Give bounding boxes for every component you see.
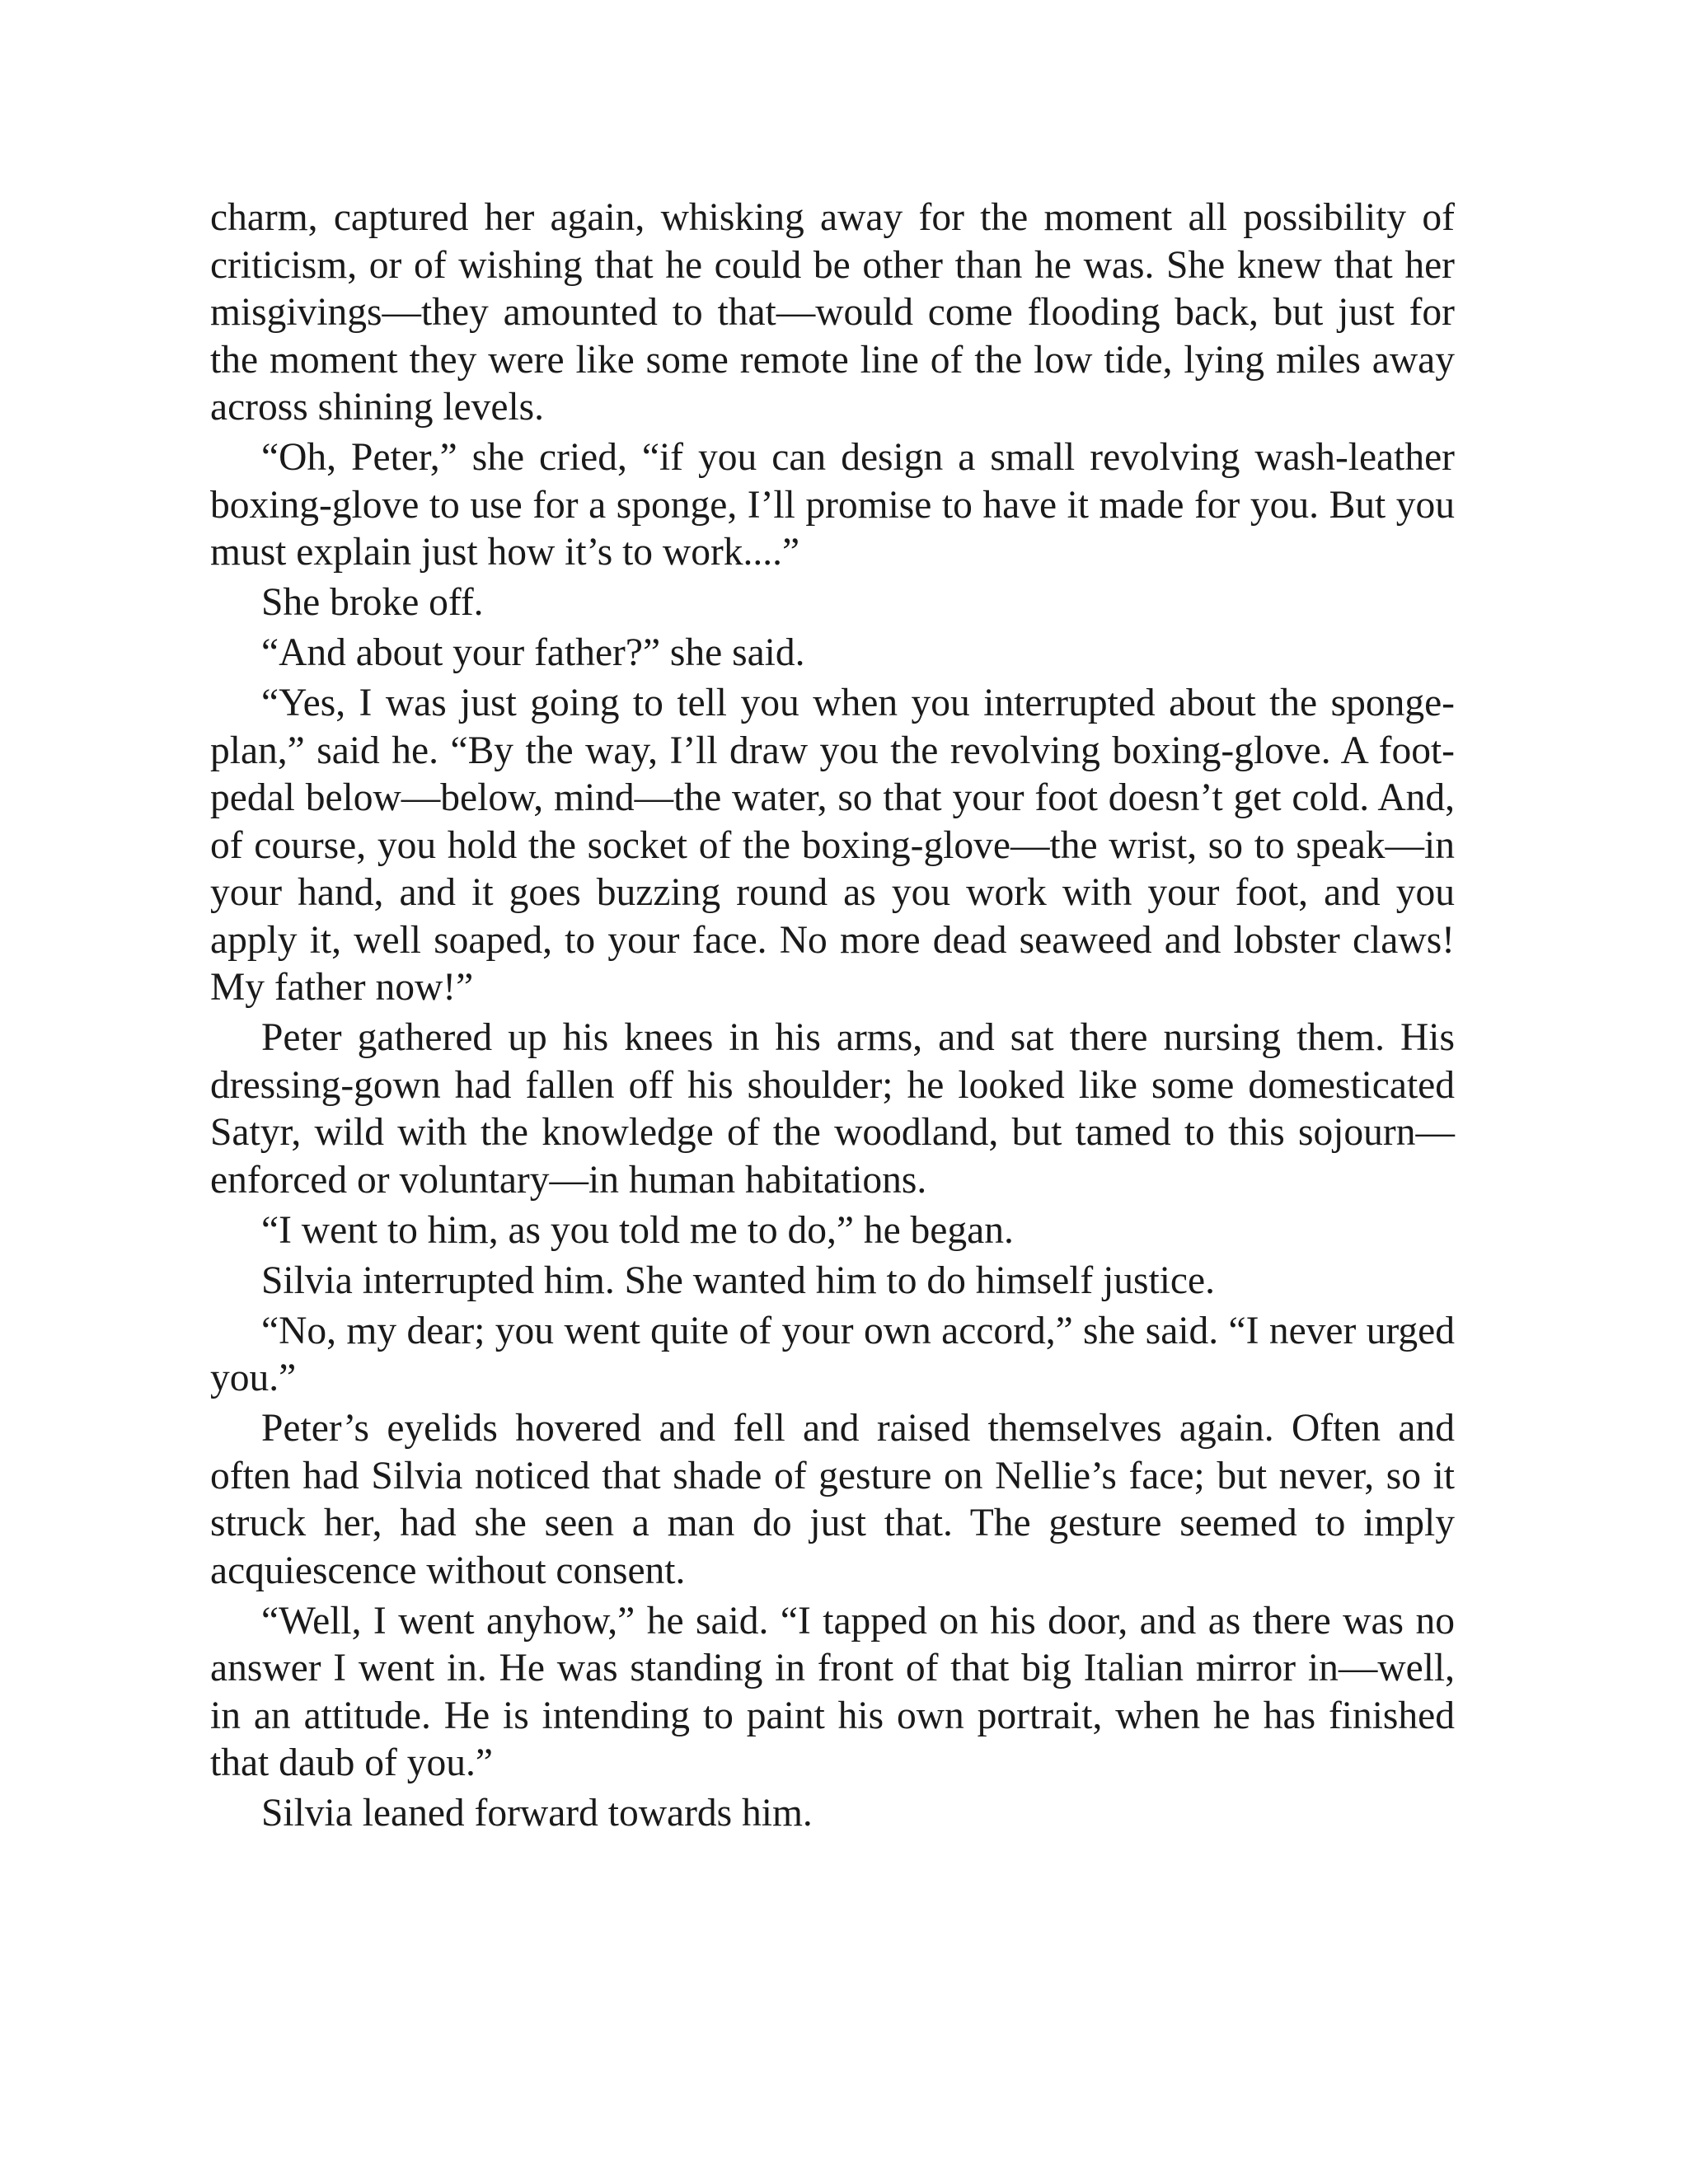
paragraph-7: “I went to him, as you told me to do,” he began. <box>261 1208 1014 1252</box>
paragraph-12: Silvia leaned forward towards him. <box>261 1792 813 1835</box>
paragraph-5: “Yes, I was just going to tell you when you interrupted about the sponge-plan,” said he. “By the way, I’ll draw you the revolving boxing-glove. A foot-pedal below—below, mind—the water, so that your foot doesn’t get cold. And, of course, you hold the socket of the boxing-glove—the wrist, so to speak—in your hand, and it goes buzzing round as you work with your foot, and you apply it, well soaped, to your face. No more dead seaweed and lobster claws! My father now!” <box>210 682 1455 1009</box>
paragraph-9: “No, my dear; you went quite of your own accord,” she said. “I never urged you.” <box>210 1309 1455 1399</box>
paragraph-3: She broke off. <box>261 581 484 624</box>
paragraph-2: “Oh, Peter,” she cried, “if you can design a small revolving wash-leather boxing-glove to use for a sponge, I’ll promise to have it made for you. But you must explain just how it’s to work....” <box>210 436 1455 574</box>
paragraph-11: “Well, I went anyhow,” he said. “I tapped on his door, and as there was no answer I went in. He was standing in front of that big Italian mirror in—well, in an attitude. He is intending to paint his own portrait, when he has finished that daub of you.” <box>210 1599 1455 1784</box>
paragraph-6: Peter gathered up his knees in his arms, and sat there nursing them. His dressing-gown had fallen off his shoulder; he looked like some domesticated Satyr, wild with the knowledge of the woodland, but tamed to this sojourn—enforced or voluntary—in human habitations. <box>210 1016 1455 1202</box>
paragraph-4: “And about your father?” she said. <box>261 631 805 674</box>
page-body <box>210 194 1455 1840</box>
paragraph-10: Peter’s eyelids hovered and fell and raised themselves again. Often and often had Silvia noticed that shade of gesture on Nellie’s face; but never, so it struck her, had she seen a man do just that. The gesture seemed to imply acquiescence without consent. <box>210 1407 1455 1592</box>
paragraph-8: Silvia interrupted him. She wanted him to do himself justice. <box>261 1258 1215 1302</box>
paragraph-1: charm, captured her again, whisking away for the moment all possibility of criticism, or of wishing that he could be other than he was. She knew that her misgivings—they amounted to that—would come flooding back, but just for the moment they were like some remote line of the low tide, lying miles away across shining levels. <box>210 196 1455 429</box>
